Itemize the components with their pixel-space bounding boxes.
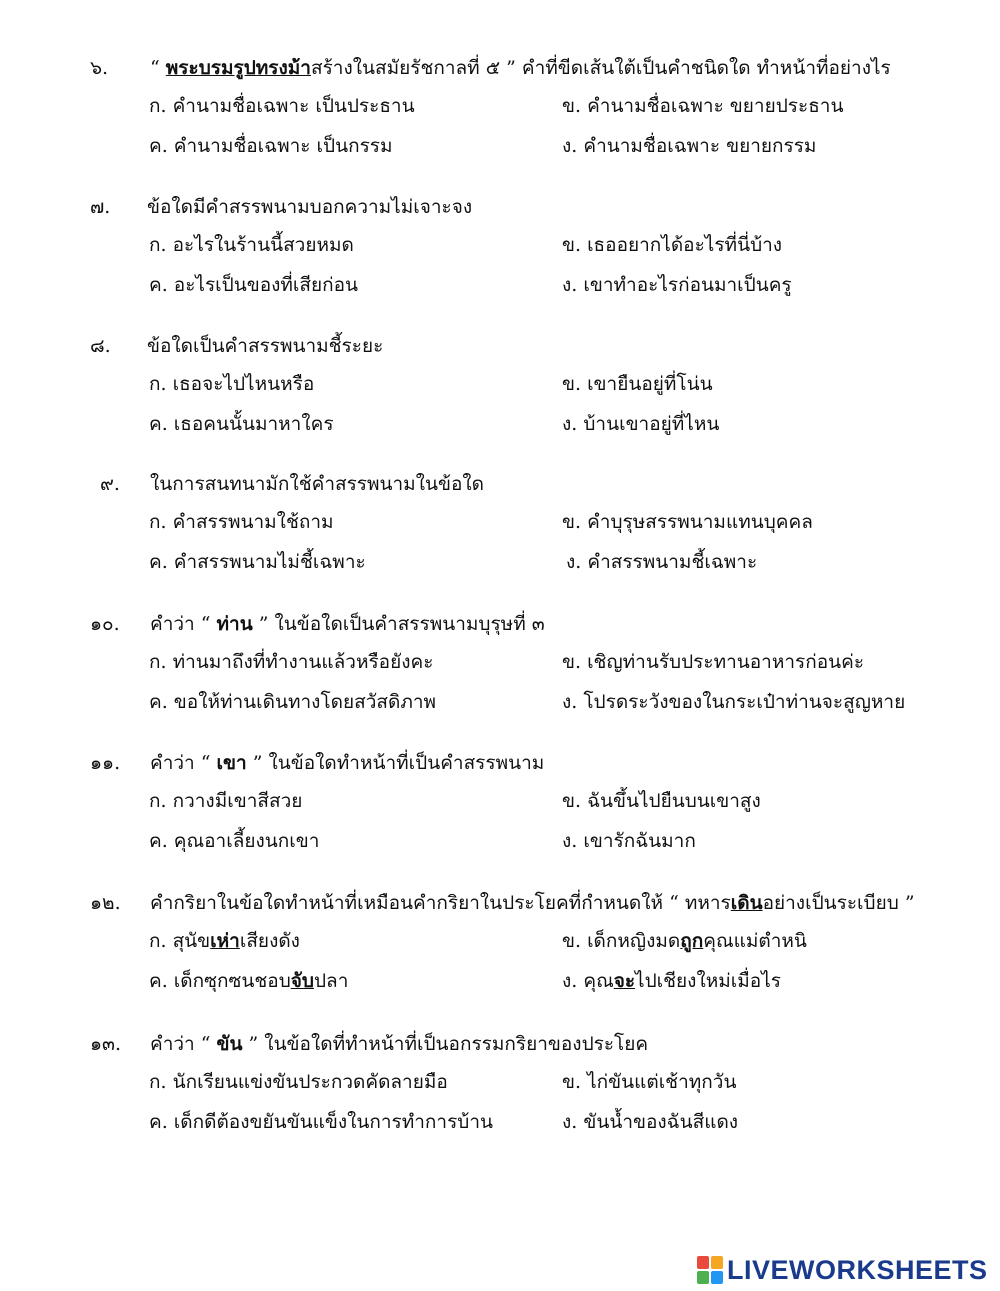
option-a[interactable]: ก. คำสรรพนามใช้ถาม: [149, 511, 334, 533]
question-number: ๗.: [90, 196, 111, 218]
question-number: ๑๑.: [90, 752, 121, 774]
option-d[interactable]: ง. คำนามชื่อเฉพาะ ขยายกรรม: [562, 135, 817, 157]
option-a[interactable]: ก. คำนามชื่อเฉพาะ เป็นประธาน: [149, 95, 415, 117]
option-d[interactable]: ง. ขันน้ำของฉันสีแดง: [562, 1111, 739, 1133]
question-number: ๑๒.: [90, 892, 121, 914]
option-a[interactable]: ก. นักเรียนแข่งขันประกวดคัดลายมือ: [149, 1071, 448, 1093]
question-number: ๖.: [90, 57, 109, 79]
question-number: ๙.: [100, 473, 120, 495]
option-b[interactable]: ข. คำนามชื่อเฉพาะ ขยายประธาน: [562, 95, 844, 117]
option-d[interactable]: ง. เขาทำอะไรก่อนมาเป็นครู: [562, 274, 792, 296]
option-c[interactable]: ค. เด็กซุกซนชอบจับปลา: [149, 970, 349, 992]
liveworksheets-logo-icon: [697, 1256, 723, 1284]
option-d[interactable]: ง. คำสรรพนามชี้เฉพาะ: [566, 551, 758, 573]
option-c[interactable]: ค. คำนามชื่อเฉพาะ เป็นกรรม: [149, 135, 393, 157]
option-a[interactable]: ก. อะไรในร้านนี้สวยหมด: [149, 234, 354, 256]
option-a[interactable]: ก. ท่านมาถึงที่ทำงานแล้วหรือยังคะ: [149, 651, 434, 673]
logo-text: LIVEWORKSHEETS: [727, 1254, 988, 1285]
option-d[interactable]: ง. โปรดระวังของในกระเป๋าท่านจะสูญหาย: [562, 691, 906, 713]
question-number: ๑๐.: [90, 613, 120, 635]
underlined-word: เห่า: [210, 930, 240, 952]
bold-word: ขัน: [216, 1033, 243, 1055]
option-c[interactable]: ค. คุณอาเลี้ยงนกเขา: [149, 830, 320, 852]
option-c[interactable]: ค. ขอให้ท่านเดินทางโดยสวัสดิภาพ: [149, 691, 437, 713]
liveworksheets-logo: [697, 1254, 988, 1286]
question-text: ในการสนทนามักใช้คำสรรพนามในข้อใด: [150, 473, 484, 495]
option-d[interactable]: ง. คุณจะไปเชียงใหม่เมื่อไร: [562, 970, 781, 992]
bold-word: เขา: [216, 752, 247, 774]
question-text: “ พระบรมรูปทรงม้าสร้างในสมัยรัชกาลที่ ๕ ” คำที่ขีดเส้นใต้เป็นคำชนิดใด ทำหน้าที่อย่างไร: [150, 57, 891, 79]
option-c[interactable]: ค. เธอคนนั้นมาหาใคร: [149, 413, 334, 435]
option-b[interactable]: ข. เธออยากได้อะไรที่นี่บ้าง: [562, 234, 783, 256]
underlined-word: ถูก: [680, 930, 704, 952]
option-c[interactable]: ค. เด็กดีต้องขยันขันแข็งในการทำการบ้าน: [149, 1111, 494, 1133]
option-d[interactable]: ง. บ้านเขาอยู่ที่ไหน: [562, 413, 720, 435]
question-text: คำกริยาในข้อใดทำหน้าที่เหมือนคำกริยาในประโยคที่กำหนดให้ “ ทหารเดินอย่างเป็นระเบียบ ”: [150, 892, 915, 914]
question-number: ๑๓.: [90, 1033, 122, 1055]
underlined-word: เดิน: [730, 892, 763, 914]
option-b[interactable]: ข. เด็กหญิงมดถูกคุณแม่ตำหนิ: [562, 930, 807, 952]
question-text: ข้อใดเป็นคำสรรพนามชี้ระยะ: [147, 335, 384, 357]
question-text: คำว่า “ เขา ” ในข้อใดทำหน้าที่เป็นคำสรรพนาม: [150, 752, 545, 774]
option-b[interactable]: ข. ฉันขึ้นไปยืนบนเขาสูง: [562, 790, 761, 812]
underlined-word: จะ: [613, 970, 636, 992]
question-text: คำว่า “ ท่าน ” ในข้อใดเป็นคำสรรพนามบุรุษที่ ๓: [150, 613, 545, 635]
question-text: คำว่า “ ขัน ” ในข้อใดที่ทำหน้าที่เป็นอกรรมกริยาของประโยค: [150, 1033, 649, 1055]
option-d[interactable]: ง. เขารักฉันมาก: [562, 830, 696, 852]
option-c[interactable]: ค. คำสรรพนามไม่ชี้เฉพาะ: [149, 551, 366, 573]
option-a[interactable]: ก. กวางมีเขาสีสวย: [149, 790, 303, 812]
option-b[interactable]: ข. คำบุรุษสรรพนามแทนบุคคล: [562, 511, 813, 533]
option-a[interactable]: ก. เธอจะไปไหนหรือ: [149, 373, 315, 395]
option-a[interactable]: ก. สุนัขเห่าเสียงดัง: [149, 930, 300, 952]
option-c[interactable]: ค. อะไรเป็นของที่เสียก่อน: [149, 274, 359, 296]
bold-word: ท่าน: [216, 613, 253, 635]
question-text: ข้อใดมีคำสรรพนามบอกความไม่เจาะจง: [147, 196, 473, 218]
option-b[interactable]: ข. ไก่ขันแต่เช้าทุกวัน: [562, 1071, 737, 1093]
underlined-word: พระบรมรูปทรงม้า: [165, 57, 311, 79]
option-b[interactable]: ข. เชิญท่านรับประทานอาหารก่อนค่ะ: [562, 651, 865, 673]
underlined-word: จับ: [290, 970, 314, 992]
option-b[interactable]: ข. เขายืนอยู่ที่โน่น: [562, 373, 713, 395]
question-number: ๘.: [90, 335, 111, 357]
